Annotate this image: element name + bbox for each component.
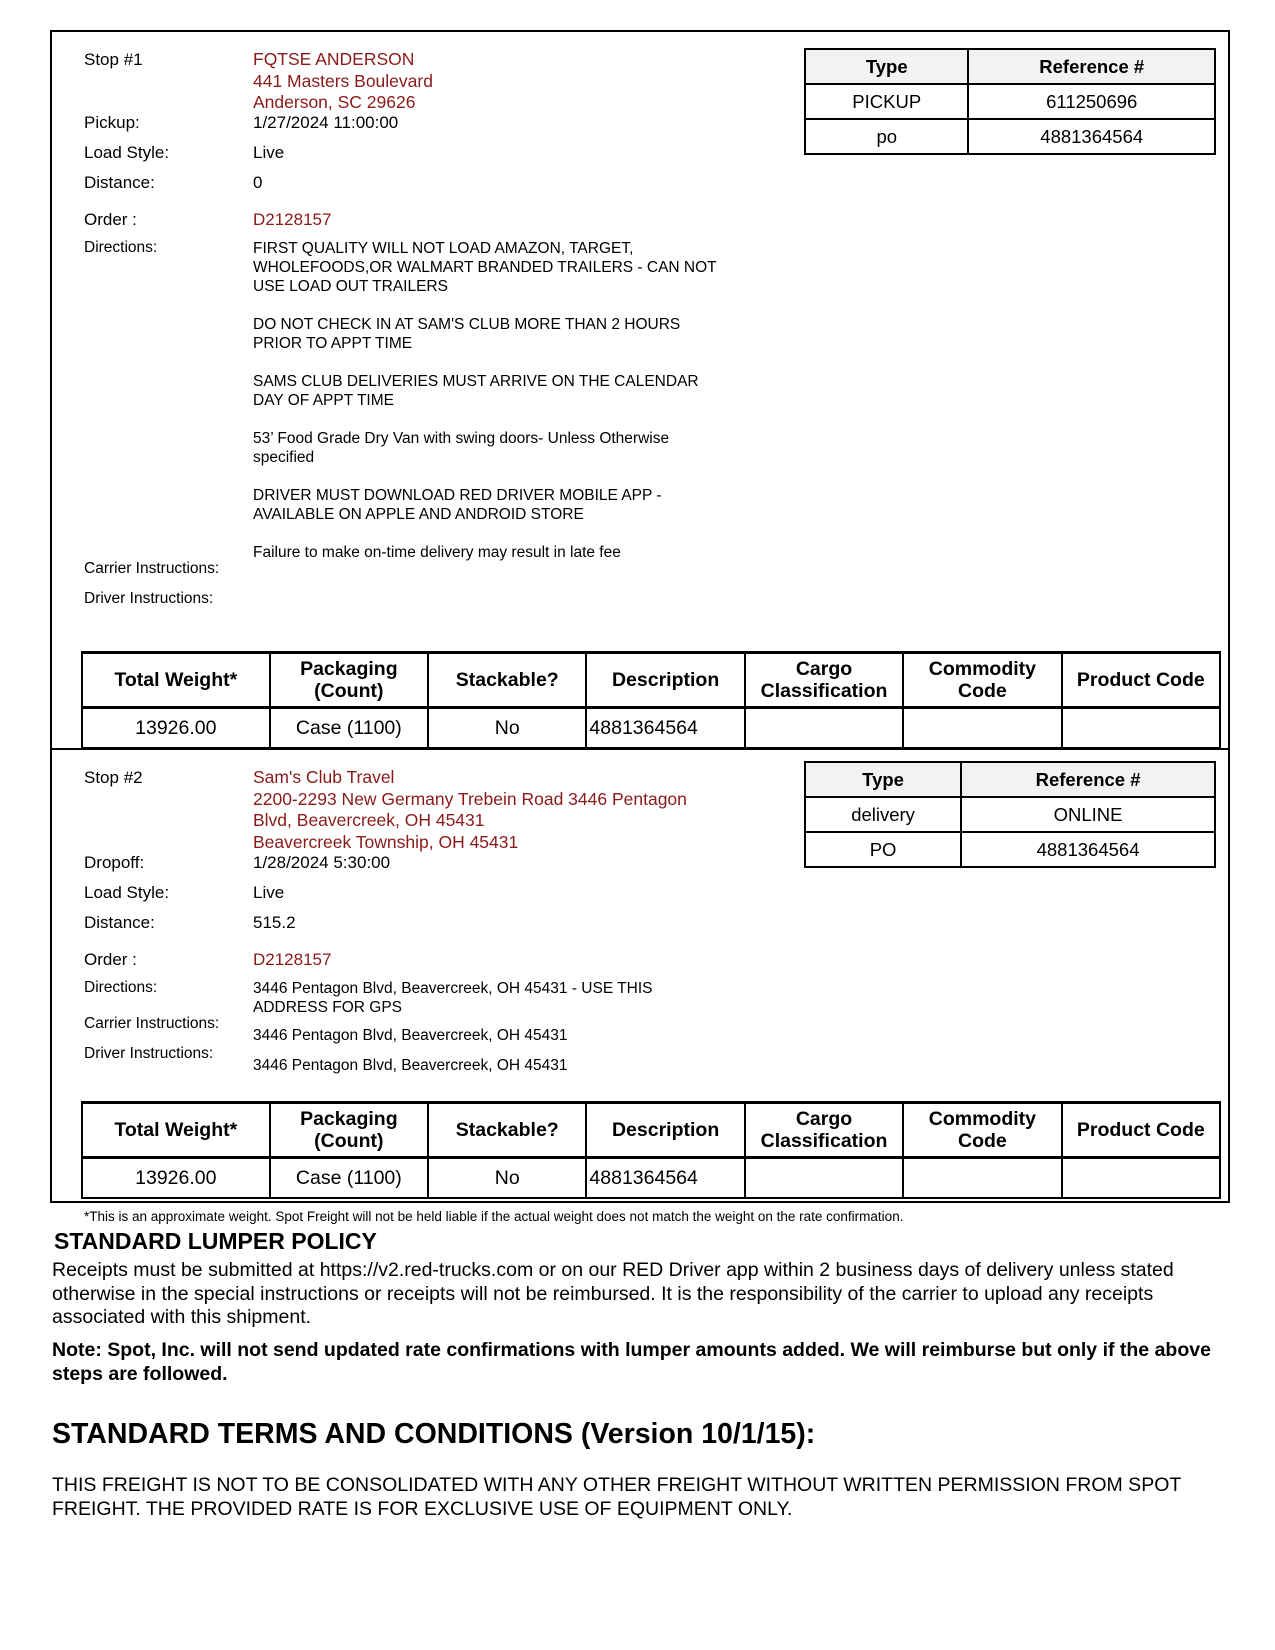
ref-header-reference: Reference # [961, 762, 1215, 797]
load-header-product-code: Product Code [1062, 653, 1220, 708]
reference-table [804, 761, 1216, 868]
ref-number-cell: ONLINE [961, 797, 1215, 832]
load-header-cargo-classification: Cargo Classification [745, 653, 903, 708]
commodity-code-cell [903, 708, 1061, 749]
order-number: D2128157 [253, 210, 332, 229]
table-row [82, 708, 1220, 749]
load-header-cargo-classification: Cargo Classification [745, 1103, 903, 1158]
total-weight-cell: 13926.00 [82, 708, 270, 749]
dropoff-time: 1/28/2024 5:30:00 [253, 853, 391, 872]
stop-name: FQTSE ANDERSON [253, 49, 415, 69]
total-weight-cell: 13926.00 [82, 1158, 270, 1199]
stop-address-line1: 441 Masters Boulevard [253, 70, 433, 91]
lumper-policy-text: Receipts must be submitted at https://v2.red-trucks.com or on our RED Driver app within 2 business days of delivery unless stated otherwise in the special instructions or receipts will not be reimbursed. It is the responsibility of the carrier to upload any receipts associated with this shipment. [52, 1259, 1174, 1328]
stackable-cell: No [428, 1158, 586, 1199]
ref-type-cell: PO [805, 832, 961, 867]
load-style-label: Load Style: [84, 143, 170, 162]
stop-name: Sam's Club Travel [253, 767, 395, 787]
distance-value: 0 [253, 173, 263, 192]
load-table [81, 1101, 1221, 1199]
reference-table [804, 48, 1216, 155]
load-header-commodity-code: Commodity Code [903, 653, 1061, 708]
load-header-packaging: Packaging (Count) [270, 1103, 428, 1158]
packaging-cell: Case (1100) [270, 708, 428, 749]
stop-number: Stop #1 [84, 50, 143, 69]
carrier-instructions-label: Carrier Instructions: [84, 1015, 220, 1032]
product-code-cell [1062, 1158, 1220, 1199]
commodity-code-cell [903, 1158, 1061, 1199]
load-style-value: Live [253, 143, 285, 162]
ref-header-type: Type [805, 49, 968, 84]
stop-address-line1: 2200-2293 New Germany Trebein Road 3446 Pentagon [253, 788, 687, 809]
carrier-instructions-text: 3446 Pentagon Blvd, Beavercreek, OH 45431 [253, 1027, 568, 1044]
distance-value: 515.2 [253, 913, 296, 932]
load-header-description: Description [586, 653, 744, 708]
directions-text [253, 239, 723, 581]
directions-label: Directions: [84, 979, 158, 996]
lumper-policy-heading: STANDARD LUMPER POLICY [54, 1228, 377, 1254]
table-row [82, 1158, 1220, 1199]
load-header-stackable: Stackable? [428, 653, 586, 708]
ref-type-cell: PICKUP [805, 84, 968, 119]
direction-paragraph: 53’ Food Grade Dry Van with swing doors- Unless Otherwise specified [253, 430, 670, 466]
cargo-classification-cell [745, 708, 903, 749]
load-header-commodity-code: Commodity Code [903, 1103, 1061, 1158]
driver-instructions-text: 3446 Pentagon Blvd, Beavercreek, OH 45431 [253, 1057, 568, 1074]
carrier-instructions-label: Carrier Instructions: [84, 560, 220, 577]
load-style-label: Load Style: [84, 883, 170, 902]
dropoff-label: Dropoff: [84, 853, 145, 872]
product-code-cell [1062, 708, 1220, 749]
packaging-cell: Case (1100) [270, 1158, 428, 1199]
stop-address-line3: Beavercreek Township, OH 45431 [253, 831, 519, 852]
lumper-policy-note: Note: Spot, Inc. will not send updated rate confirmations with lumper amounts added. We will reimburse but only if the above steps are followed. [52, 1339, 1211, 1385]
driver-instructions-label: Driver Instructions: [84, 1045, 214, 1062]
ref-header-reference: Reference # [968, 49, 1215, 84]
stop-address-line2: Blvd, Beavercreek, OH 45431 [253, 810, 485, 830]
direction-paragraph: FIRST QUALITY WILL NOT LOAD AMAZON, TARGET, WHOLEFOODS,OR WALMART BRANDED TRAILERS - CAN NOT USE LOAD OUT TRAILERS [253, 240, 717, 295]
direction-paragraph: Failure to make on-time delivery may result in late fee [253, 544, 621, 561]
description-cell: 4881364564 [586, 708, 744, 749]
ref-number-cell: 611250696 [968, 84, 1215, 119]
terms-text: THIS FREIGHT IS NOT TO BE CONSOLIDATED WITH ANY OTHER FREIGHT WITHOUT WRITTEN PERMISSION FROM SPOT FREIGHT. THE PROVIDED RATE IS FOR EXCLUSIVE USE OF EQUIPMENT ONLY. [52, 1474, 1181, 1520]
pickup-time: 1/27/2024 11:00:00 [253, 113, 399, 132]
load-style-value: Live [253, 883, 285, 902]
driver-instructions-label: Driver Instructions: [84, 590, 214, 607]
directions-text: 3446 Pentagon Blvd, Beavercreek, OH 45431 - USE THIS ADDRESS FOR GPS [253, 980, 653, 1016]
load-table [81, 651, 1221, 749]
distance-label: Distance: [84, 173, 155, 192]
order-number: D2128157 [253, 950, 332, 969]
order-label: Order : [84, 950, 137, 969]
ref-number-cell: 4881364564 [968, 119, 1215, 154]
load-header-total-weight: Total Weight* [82, 653, 270, 708]
direction-paragraph: DRIVER MUST DOWNLOAD RED DRIVER MOBILE APP - AVAILABLE ON APPLE AND ANDROID STORE [253, 487, 662, 523]
description-cell: 4881364564 [586, 1158, 744, 1199]
weight-disclaimer: *This is an approximate weight. Spot Freight will not be held liable if the actual weight does not match the weight on the rate confirmation. [84, 1209, 904, 1224]
table-row [805, 832, 1215, 867]
load-header-description: Description [586, 1103, 744, 1158]
cargo-classification-cell [745, 1158, 903, 1199]
directions-label: Directions: [84, 239, 158, 256]
stackable-cell: No [428, 708, 586, 749]
load-header-total-weight: Total Weight* [82, 1103, 270, 1158]
table-row [805, 84, 1215, 119]
ref-type-cell: delivery [805, 797, 961, 832]
stop-address-line2: Anderson, SC 29626 [253, 92, 416, 112]
terms-heading: STANDARD TERMS AND CONDITIONS (Version 10/1/15): [52, 1418, 816, 1450]
ref-header-type: Type [805, 762, 961, 797]
distance-label: Distance: [84, 913, 155, 932]
table-row [805, 119, 1215, 154]
stop-number: Stop #2 [84, 768, 143, 787]
order-label: Order : [84, 210, 137, 229]
stops-frame [50, 30, 1230, 1203]
ref-number-cell: 4881364564 [961, 832, 1215, 867]
pickup-label: Pickup: [84, 113, 140, 132]
load-header-stackable: Stackable? [428, 1103, 586, 1158]
load-header-product-code: Product Code [1062, 1103, 1220, 1158]
load-header-packaging: Packaging (Count) [270, 653, 428, 708]
table-row [805, 797, 1215, 832]
direction-paragraph: DO NOT CHECK IN AT SAM'S CLUB MORE THAN 2 HOURS PRIOR TO APPT TIME [253, 316, 681, 352]
direction-paragraph: SAMS CLUB DELIVERIES MUST ARRIVE ON THE CALENDAR DAY OF APPT TIME [253, 373, 699, 409]
ref-type-cell: po [805, 119, 968, 154]
